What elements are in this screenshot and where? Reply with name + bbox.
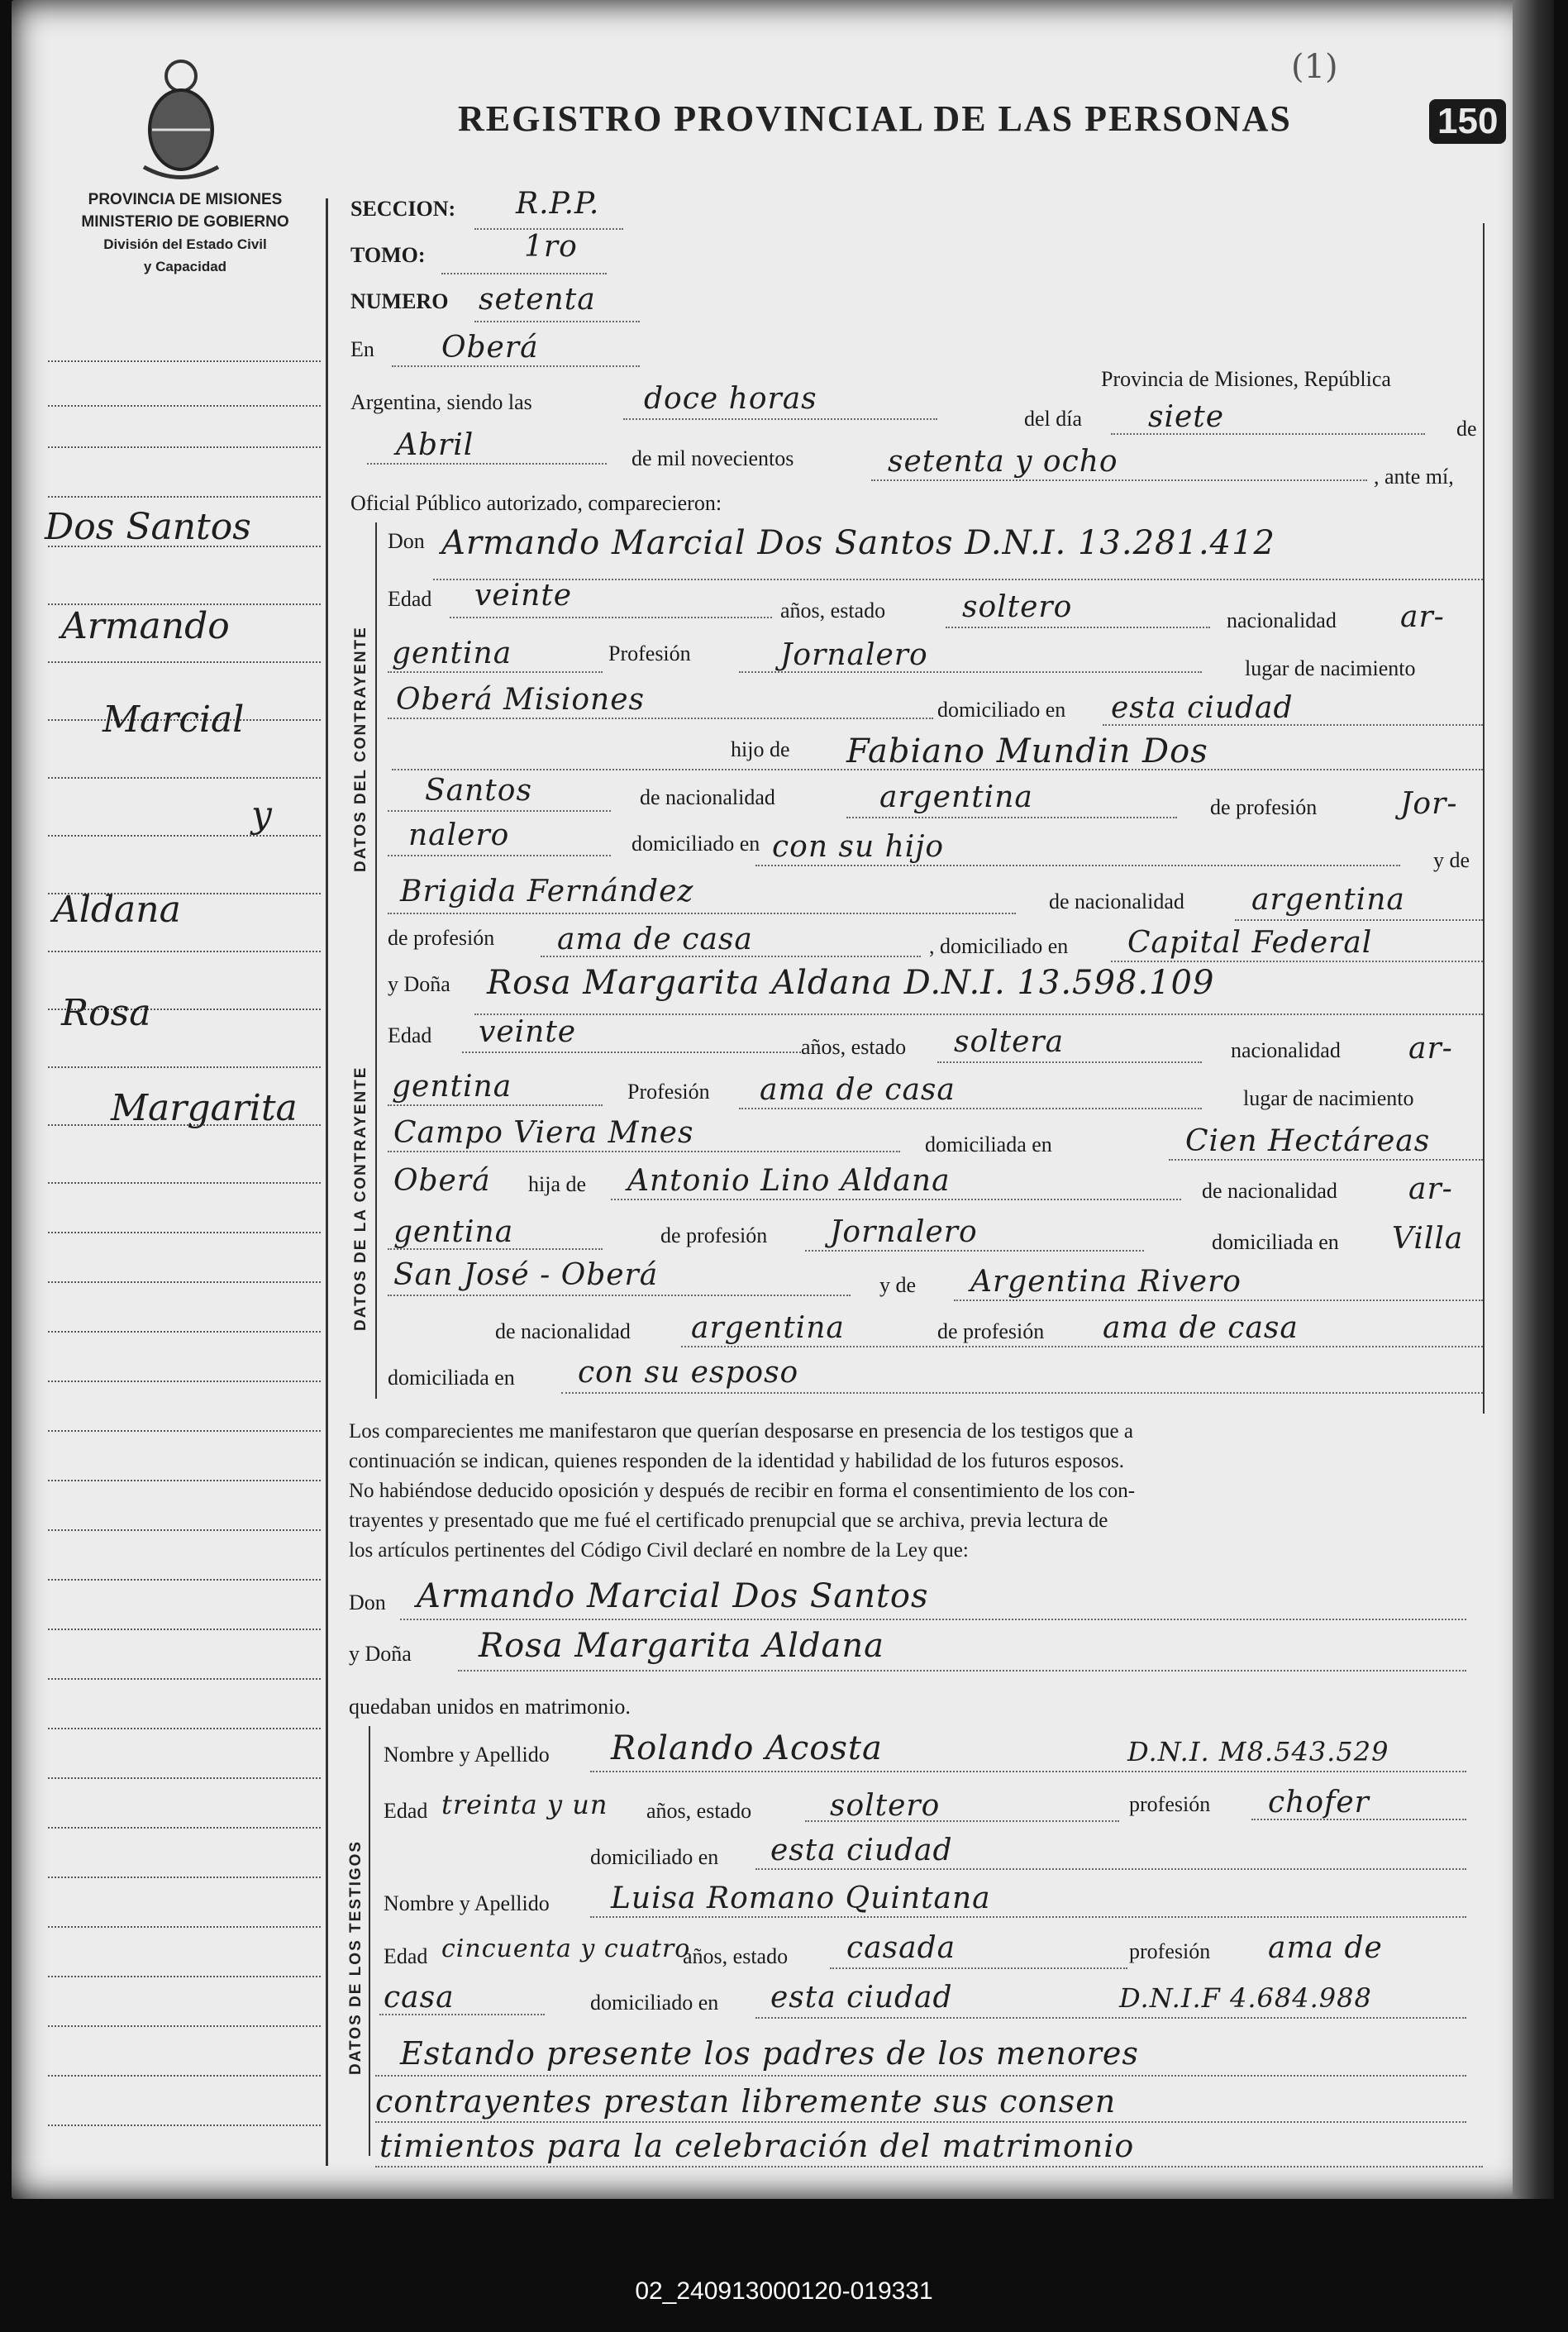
groom-nationality: ar- [1400,600,1445,634]
witness2-profession: casa [384,1981,455,2015]
nacionalidad-label: de nacionalidad [1049,889,1184,913]
bride-age: veinte [479,1015,577,1049]
bride-father: Antonio Lino Aldana [627,1164,951,1198]
groom-father-nationality: argentina [879,780,1033,814]
del-dia-label: del día [1024,407,1083,431]
estado-label: años, estado [683,1944,789,1968]
book-spine [1513,0,1554,2199]
profesion-label: de profesión [1210,795,1318,819]
bride-father-profession: Jornalero [830,1215,978,1249]
domiciliado-label: domiciliado en [590,1845,719,1869]
declared-groom: Armando Marcial Dos Santos [417,1577,929,1615]
witness1-profession: chofer [1268,1786,1370,1819]
nacionalidad-label: de nacionalidad [640,785,775,809]
declaration-line: trayentes y presentado que me fué el certificado prenupcial que se archiva, previa lectura de [349,1509,1108,1532]
domiciliado-label: domiciliado en [590,1991,719,2015]
groom-name: Armando Marcial Dos Santos D.N.I. 13.281.412 [441,524,1275,562]
page-number-stamp: 150 [1429,99,1506,144]
lugar-nacimiento-label: lugar de nacimiento [1245,656,1416,680]
register-page [12,0,1535,2199]
groom-nationality: gentina [392,637,512,670]
profesion-label: de profesión [660,1223,768,1247]
main-left-rule [326,198,328,2166]
en-label: En [350,337,374,361]
groom-mother: Brigida Fernández [400,875,694,908]
bride-father-nationality: ar- [1408,1172,1453,1206]
hijo-label: hijo de [731,737,790,761]
bride-mother-address: con su esposo [578,1356,799,1390]
nacionalidad-label: nacionalidad [1231,1038,1341,1062]
domiciliada-label: domiciliada en [388,1366,515,1390]
bride-address: Oberá [393,1164,491,1198]
estado-label: años, estado [801,1035,907,1059]
bride-mother: Argentina Rivero [970,1265,1242,1299]
bride-nationality: ar- [1408,1032,1453,1066]
bride-mother-nationality: argentina [691,1311,845,1345]
domiciliada-label: domiciliada en [925,1133,1052,1156]
estado-label: años, estado [646,1799,752,1823]
declaration-line: Los comparecientes me manifestaron que querían desposarse en presencia de los testigos que a [349,1420,1133,1443]
bride-marital-status: soltera [954,1025,1065,1059]
domiciliado-label: , domiciliado en [929,934,1069,958]
groom-father-profession: Jor- [1400,787,1458,821]
y-de-label: y de [879,1273,917,1297]
institution-block [45,188,326,278]
nombre-apellido-label: Nombre y Apellido [384,1743,550,1767]
argentina-text: Argentina, siendo las [350,390,532,414]
section-label: DATOS DEL CONTRAYENTE [352,626,369,872]
y-de-label: y de [1433,848,1470,872]
numero-label: NUMERO [350,289,449,313]
groom-mother-nationality: argentina [1251,883,1405,917]
institution-line: MINISTERIO DE GOBIERNO [81,213,289,231]
hora-value: doce horas [644,382,817,416]
margin-surname: Aldana [53,889,181,931]
groom-mother-profession: ama de casa [557,923,753,956]
lugar-nacimiento-label: lugar de nacimiento [1243,1086,1414,1110]
don-label: Don [388,529,425,553]
declaration-line: los artículos pertinentes del Código Civil declaré en nombre de la Ley que: [349,1539,969,1562]
anio-value: setenta y ocho [888,445,1118,479]
witness2-age: cincuenta y cuatro [441,1934,691,1963]
profesion-label: Profesión [608,641,691,665]
bride-nationality: gentina [392,1070,512,1104]
groom-marital-status: soltero [962,590,1073,624]
seccion-label: SECCION: [350,197,456,221]
declared-bride: Rosa Margarita Aldana [479,1627,884,1665]
margin-surname: Dos Santos [45,506,251,548]
declaration-paragraph [349,1417,1135,1566]
profesion-label: profesión [1129,1939,1211,1963]
coat-of-arms-icon [136,51,226,184]
hija-label: hija de [528,1172,587,1196]
bride-profession: ama de casa [760,1073,956,1107]
quedaban-text: quedaban unidos en matrimonio. [349,1695,631,1719]
section-label: DATOS DE LOS TESTIGOS [347,1839,365,2075]
tomo-label: TOMO: [350,243,426,267]
page-title: REGISTRO PROVINCIAL DE LAS PERSONAS [458,98,1292,139]
contrayenta-rule [375,961,377,1399]
bride-father-address: San José - Oberá [393,1258,659,1292]
edad-label: Edad [384,1944,428,1968]
dona-label: y Doña [349,1642,412,1666]
dona-label: y Doña [388,972,450,996]
bride-mother-profession: ama de casa [1103,1311,1299,1345]
groom-age: veinte [474,579,573,613]
witness2-dni: D.N.I.F 4.684.988 [1119,1982,1372,2014]
nacionalidad-label: de nacionalidad [1202,1179,1337,1203]
groom-father: Santos [425,774,532,808]
mil-label: de mil novecientos [631,446,794,470]
nacionalidad-label: de nacionalidad [495,1319,631,1343]
profesion-label: Profesión [627,1080,710,1104]
lugar-value: Oberá [441,331,539,365]
profesion-label: de profesión [388,926,495,950]
domiciliado-label: domiciliado en [937,698,1066,722]
de-label: de [1456,417,1477,441]
testigos-rule [369,1726,370,2156]
estado-label: años, estado [780,598,886,622]
dia-value: siete [1148,400,1225,434]
corner-mark: (1) [1291,48,1338,86]
bride-father-address: Villa [1392,1222,1464,1256]
nombre-apellido-label: Nombre y Apellido [384,1891,550,1915]
oficial-text: Oficial Público autorizado, comparecieron: [350,491,722,515]
ante-mi-text: , ante mí, [1374,465,1454,489]
margin-name: Armando [61,605,230,647]
witness1-address: esta ciudad [770,1834,953,1867]
profesion-label: de profesión [937,1319,1045,1343]
annotation-line: timientos para la celebración del matrimonio [379,2128,1135,2164]
margin-conjunction: y [251,794,272,836]
annotation-line: Estando presente los padres de los menores [400,2035,1139,2072]
tomo-value: 1ro [524,230,578,264]
domiciliada-label: domiciliada en [1212,1230,1339,1254]
margin-name: Margarita [111,1087,298,1129]
groom-father: Fabiano Mundin Dos [846,732,1208,770]
seccion-value: R.P.P. [516,187,600,221]
witness1-dni: D.N.I. M8.543.529 [1127,1736,1389,1767]
numero-value: setenta [479,283,596,317]
groom-address: esta ciudad [1111,691,1294,725]
mes-value: Abril [396,428,474,462]
main-right-rule [1483,223,1485,1414]
profesion-label: profesión [1129,1792,1211,1816]
nacionalidad-label: nacionalidad [1227,608,1337,632]
witness1-age: treinta y un [441,1789,608,1820]
groom-mother-address: Capital Federal [1127,926,1373,960]
bride-father-nationality: gentina [393,1215,514,1249]
annotation-line: contrayentes prestan libremente sus consen [375,2083,1117,2120]
image-caption: 02_240913000120-019331 [635,2277,933,2305]
provincia-text: Provincia de Misiones, República [1101,367,1391,391]
declaration-line: continuación se indican, quienes responden de la identidad y habilidad de los futuros esposos. [349,1450,1124,1472]
don-label: Don [349,1590,386,1614]
institution-line: División del Estado Civil [103,236,267,252]
groom-birthplace: Oberá Misiones [396,683,645,717]
bride-birthplace: Campo Viera Mnes [393,1116,694,1150]
witness1-name: Rolando Acosta [611,1729,883,1767]
institution-line: PROVINCIA DE MISIONES [88,191,283,208]
contrayente-rule [375,522,377,961]
groom-father-profession: nalero [408,818,510,852]
edad-label: Edad [388,1023,432,1047]
bride-address: Cien Hectáreas [1185,1124,1431,1158]
witness2-name: Luisa Romano Quintana [611,1881,991,1915]
witness2-profession: ama de [1268,1931,1383,1965]
domiciliado-label: domiciliado en [631,832,760,856]
witness1-marital-status: soltero [830,1789,941,1823]
groom-profession: Jornalero [780,638,928,672]
margin-name: Rosa [61,992,151,1034]
declaration-line: No habiéndose deducido oposición y después de recibir en forma el consentimiento de los con- [349,1480,1136,1502]
section-label: DATOS DE LA CONTRAYENTE [352,1066,369,1331]
groom-father-address: con su hijo [772,830,945,864]
witness2-marital-status: casada [846,1931,956,1965]
witness2-address: esta ciudad [770,1981,953,2015]
institution-line: y Capacidad [143,259,227,274]
margin-name: Marcial [102,699,245,741]
edad-label: Edad [384,1799,428,1823]
bride-name: Rosa Margarita Aldana D.N.I. 13.598.109 [487,964,1215,1002]
edad-label: Edad [388,587,432,611]
